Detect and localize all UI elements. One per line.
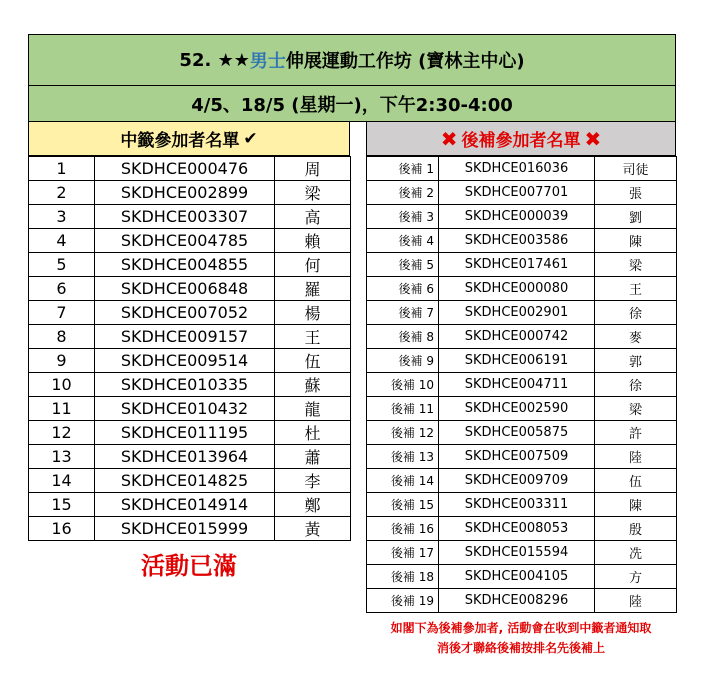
table-row — [367, 397, 677, 421]
table-row — [29, 253, 351, 277]
row-number-cell: 13 — [29, 445, 95, 469]
table-row — [367, 325, 677, 349]
surname-cell: 蕭 — [275, 445, 351, 469]
table-row — [29, 301, 351, 325]
row-number-cell: 3 — [29, 205, 95, 229]
table-row — [367, 469, 677, 493]
table-row — [29, 157, 351, 181]
member-id-cell: SKDHCE003307 — [95, 205, 275, 229]
surname-cell: 司徒 — [595, 157, 677, 181]
surname-cell: 楊 — [275, 301, 351, 325]
surname-cell: 郭 — [595, 349, 677, 373]
surname-cell: 陸 — [595, 445, 677, 469]
row-number-cell: 後補 3 — [367, 205, 439, 229]
selected-heading-label: 中籤參加者名單 — [120, 131, 240, 151]
row-number-cell: 10 — [29, 373, 95, 397]
row-number-cell: 後補 10 — [367, 373, 439, 397]
member-id-cell: SKDHCE010335 — [95, 373, 275, 397]
table-row — [29, 445, 351, 469]
member-id-cell: SKDHCE006848 — [95, 277, 275, 301]
member-id-cell: SKDHCE007509 — [439, 445, 595, 469]
member-id-cell: SKDHCE000039 — [439, 205, 595, 229]
surname-cell: 王 — [595, 277, 677, 301]
x-icon: ✖ — [584, 126, 602, 151]
selected-table — [28, 156, 351, 541]
table-row — [29, 349, 351, 373]
row-number-cell: 9 — [29, 349, 95, 373]
member-id-cell: SKDHCE000476 — [95, 157, 275, 181]
surname-cell: 梁 — [275, 181, 351, 205]
table-row — [29, 373, 351, 397]
row-number-cell: 後補 19 — [367, 589, 439, 613]
member-id-cell: SKDHCE014825 — [95, 469, 275, 493]
title-suffix: 伸展運動工作坊 (寶林主中心) — [285, 51, 525, 72]
check-icon: ✔ — [243, 128, 258, 149]
member-id-cell: SKDHCE003586 — [439, 229, 595, 253]
surname-cell: 賴 — [275, 229, 351, 253]
member-id-cell: SKDHCE004711 — [439, 373, 595, 397]
row-number-cell: 12 — [29, 421, 95, 445]
table-row — [29, 277, 351, 301]
table-row — [29, 469, 351, 493]
waitlist-heading-label: 後補參加者名單 — [461, 131, 581, 151]
row-number-cell: 8 — [29, 325, 95, 349]
row-number-cell: 後補 6 — [367, 277, 439, 301]
row-number-cell: 後補 7 — [367, 301, 439, 325]
table-row — [29, 421, 351, 445]
page-title — [28, 34, 676, 86]
member-id-cell: SKDHCE011195 — [95, 421, 275, 445]
row-number-cell: 7 — [29, 301, 95, 325]
member-id-cell: SKDHCE007052 — [95, 301, 275, 325]
table-row — [29, 493, 351, 517]
surname-cell: 陸 — [595, 589, 677, 613]
surname-cell: 王 — [275, 325, 351, 349]
row-number-cell: 後補 12 — [367, 421, 439, 445]
surname-cell: 蘇 — [275, 373, 351, 397]
row-number-cell: 15 — [29, 493, 95, 517]
selected-heading — [28, 122, 350, 156]
table-row — [29, 181, 351, 205]
table-row — [367, 229, 677, 253]
surname-cell: 麥 — [595, 325, 677, 349]
member-id-cell: SKDHCE002901 — [439, 301, 595, 325]
member-id-cell: SKDHCE009709 — [439, 469, 595, 493]
row-number-cell: 4 — [29, 229, 95, 253]
member-id-cell: SKDHCE000742 — [439, 325, 595, 349]
table-row — [29, 517, 351, 541]
member-id-cell: SKDHCE015594 — [439, 541, 595, 565]
member-id-cell: SKDHCE014914 — [95, 493, 275, 517]
row-number-cell: 後補 14 — [367, 469, 439, 493]
title-prefix: 52. ★★ — [179, 49, 250, 71]
member-id-cell: SKDHCE009157 — [95, 325, 275, 349]
table-row — [367, 277, 677, 301]
table-row — [29, 397, 351, 421]
row-number-cell: 6 — [29, 277, 95, 301]
surname-cell: 陳 — [595, 229, 677, 253]
table-row — [367, 493, 677, 517]
row-number-cell: 後補 5 — [367, 253, 439, 277]
table-row — [367, 373, 677, 397]
member-id-cell: SKDHCE016036 — [439, 157, 595, 181]
row-number-cell: 後補 17 — [367, 541, 439, 565]
surname-cell: 李 — [275, 469, 351, 493]
member-id-cell: SKDHCE008053 — [439, 517, 595, 541]
surname-cell: 羅 — [275, 277, 351, 301]
table-row — [29, 229, 351, 253]
member-id-cell: SKDHCE006191 — [439, 349, 595, 373]
table-row — [367, 349, 677, 373]
member-id-cell: SKDHCE004855 — [95, 253, 275, 277]
title-highlight: 男士 — [249, 51, 286, 72]
member-id-cell: SKDHCE013964 — [95, 445, 275, 469]
surname-cell: 梁 — [595, 397, 677, 421]
row-number-cell: 後補 15 — [367, 493, 439, 517]
waitlist-note-line: 如閣下為後補參加者, 活動會在收到中籤者通知取 — [390, 621, 652, 635]
row-number-cell: 11 — [29, 397, 95, 421]
table-row — [367, 253, 677, 277]
row-number-cell: 後補 11 — [367, 397, 439, 421]
table-row — [367, 157, 677, 181]
surname-cell: 陳 — [595, 493, 677, 517]
member-id-cell: SKDHCE017461 — [439, 253, 595, 277]
surname-cell: 徐 — [595, 301, 677, 325]
waitlist-note — [356, 618, 686, 658]
waitlist-heading — [366, 122, 676, 156]
row-number-cell: 後補 16 — [367, 517, 439, 541]
row-number-cell: 2 — [29, 181, 95, 205]
surname-cell: 何 — [275, 253, 351, 277]
surname-cell: 徐 — [595, 373, 677, 397]
row-number-cell: 後補 8 — [367, 325, 439, 349]
surname-cell: 杜 — [275, 421, 351, 445]
surname-cell: 周 — [275, 157, 351, 181]
member-id-cell: SKDHCE002899 — [95, 181, 275, 205]
member-id-cell: SKDHCE003311 — [439, 493, 595, 517]
waitlist-table — [366, 156, 677, 613]
table-row — [367, 589, 677, 613]
member-id-cell: SKDHCE015999 — [95, 517, 275, 541]
table-row — [29, 205, 351, 229]
member-id-cell: SKDHCE004785 — [95, 229, 275, 253]
row-number-cell: 14 — [29, 469, 95, 493]
row-number-cell: 16 — [29, 517, 95, 541]
row-number-cell: 後補 2 — [367, 181, 439, 205]
surname-cell: 冼 — [595, 541, 677, 565]
page-subtitle: 4/5、18/5 (星期一)，下午2:30-4:00 — [28, 86, 676, 122]
member-id-cell: SKDHCE010432 — [95, 397, 275, 421]
table-row — [29, 325, 351, 349]
surname-cell: 鄭 — [275, 493, 351, 517]
surname-cell: 伍 — [595, 469, 677, 493]
surname-cell: 張 — [595, 181, 677, 205]
member-id-cell: SKDHCE007701 — [439, 181, 595, 205]
member-id-cell: SKDHCE002590 — [439, 397, 595, 421]
table-row — [367, 517, 677, 541]
member-id-cell: SKDHCE004105 — [439, 565, 595, 589]
row-number-cell: 1 — [29, 157, 95, 181]
surname-cell: 劉 — [595, 205, 677, 229]
table-row — [367, 445, 677, 469]
row-number-cell: 後補 13 — [367, 445, 439, 469]
table-row — [367, 421, 677, 445]
row-number-cell: 後補 4 — [367, 229, 439, 253]
row-number-cell: 5 — [29, 253, 95, 277]
table-row — [367, 205, 677, 229]
table-row — [367, 565, 677, 589]
table-row — [367, 301, 677, 325]
member-id-cell: SKDHCE000080 — [439, 277, 595, 301]
surname-cell: 高 — [275, 205, 351, 229]
member-id-cell: SKDHCE009514 — [95, 349, 275, 373]
surname-cell: 梁 — [595, 253, 677, 277]
surname-cell: 方 — [595, 565, 677, 589]
full-notice: 活動已滿 — [141, 552, 237, 580]
row-number-cell: 後補 1 — [367, 157, 439, 181]
x-icon: ✖ — [440, 126, 458, 151]
surname-cell: 龍 — [275, 397, 351, 421]
surname-cell: 殷 — [595, 517, 677, 541]
waitlist-note-line: 消後才聯絡後補按排名先後補上 — [436, 641, 605, 655]
member-id-cell: SKDHCE008296 — [439, 589, 595, 613]
table-row — [367, 541, 677, 565]
surname-cell: 黃 — [275, 517, 351, 541]
surname-cell: 伍 — [275, 349, 351, 373]
row-number-cell: 後補 18 — [367, 565, 439, 589]
member-id-cell: SKDHCE005875 — [439, 421, 595, 445]
row-number-cell: 後補 9 — [367, 349, 439, 373]
table-row — [367, 181, 677, 205]
surname-cell: 許 — [595, 421, 677, 445]
